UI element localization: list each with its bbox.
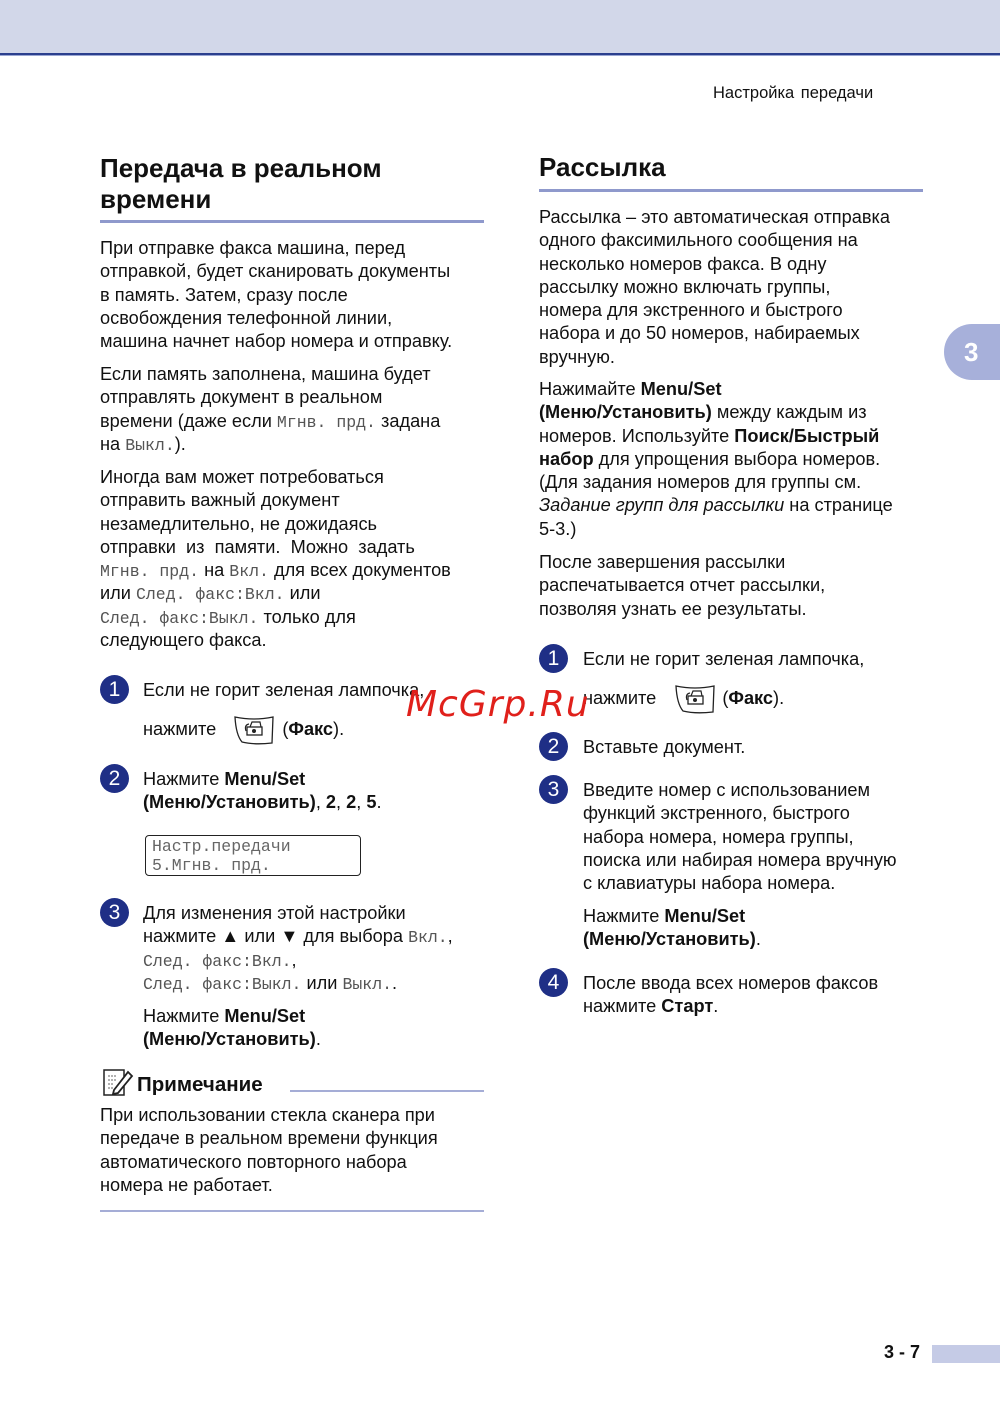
- text-line: [583, 995, 878, 1018]
- paragraph: [100, 237, 452, 353]
- text-line: [100, 1151, 438, 1174]
- text-segment: Введите номер с использованием: [583, 780, 871, 800]
- text-segment: Если не горит зеленая лампочка,: [583, 649, 865, 669]
- lcd-text: След. факс:Выкл.: [100, 608, 259, 628]
- step-text: [583, 648, 864, 671]
- chapter-tab[interactable]: 3: [944, 324, 1000, 380]
- bold-text: Menu/Set: [640, 379, 722, 399]
- text-segment: позволяя узнать ее результаты.: [539, 598, 807, 619]
- step-text: [143, 902, 453, 995]
- step-number: 3: [100, 898, 129, 927]
- note-text: [100, 1104, 438, 1197]
- text-segment: .: [713, 996, 719, 1017]
- text-line: [100, 1127, 438, 1150]
- text-segment: на странице: [784, 495, 893, 516]
- text-segment: .: [755, 929, 761, 950]
- note-title: Примечание: [137, 1073, 263, 1096]
- text-line: [539, 471, 893, 494]
- step-text: [143, 679, 424, 702]
- paragraph: [100, 363, 440, 456]
- paragraph: [100, 466, 451, 652]
- text-segment: После ввода всех номеров факсов: [583, 973, 879, 993]
- text-line: [100, 1104, 438, 1127]
- fax-key-icon[interactable]: [675, 684, 715, 714]
- text-segment: нажмите ▲ или ▼ для выбора: [143, 926, 409, 947]
- bold-text: набор: [539, 448, 594, 469]
- text-line: [539, 574, 825, 597]
- text-segment: Если не горит зеленая лампочка,: [143, 680, 425, 700]
- text-segment: .: [392, 972, 398, 993]
- text-segment: ,: [447, 926, 453, 947]
- text-line: [100, 386, 440, 409]
- bold-text: 5: [366, 792, 377, 813]
- text-line: [583, 905, 761, 928]
- text-segment: между каждым из: [711, 402, 867, 423]
- step-number: 3: [539, 775, 568, 804]
- left-title-line: времени: [100, 184, 212, 214]
- text-segment: для всех документов: [268, 560, 451, 581]
- bold-text: Menu/Set: [664, 906, 746, 926]
- text-segment: отправкой, будет сканировать документы: [100, 261, 451, 282]
- note-rule: [290, 1090, 484, 1092]
- text-line: [539, 448, 893, 471]
- bold-text: (Меню/Установить): [583, 929, 756, 950]
- text-segment: Для изменения этой настройки: [143, 903, 406, 923]
- bold-text: (Меню/Установить): [539, 402, 712, 423]
- text-line: [100, 330, 452, 353]
- step-subtext: [583, 905, 761, 952]
- left-title-line: Передача в реальном: [100, 153, 382, 183]
- text-segment: или: [100, 583, 136, 604]
- text-segment: рассылку можно включать группы,: [539, 276, 831, 297]
- step-press-line: нажмите (Факс).: [143, 719, 345, 739]
- text-segment: для упрощения выбора номеров.: [593, 448, 881, 469]
- text-line: [583, 849, 897, 872]
- text-segment: номера не работает.: [100, 1174, 273, 1195]
- text-line: [143, 1028, 321, 1051]
- text-line: [143, 925, 453, 948]
- text-line: [100, 582, 451, 605]
- watermark: McGrp.Ru: [406, 684, 590, 725]
- text-segment: номера для экстренного и быстрого: [539, 300, 843, 321]
- text-segment: набора и до 50 номеров, набираемых: [539, 323, 860, 344]
- text-segment: автоматического повторного набора: [100, 1151, 407, 1172]
- step-subtext: [143, 1005, 321, 1052]
- text-line: [583, 826, 897, 849]
- step-press-line: нажмите (Факс).: [583, 688, 785, 708]
- lcd-text: Мгнв. прд.: [276, 412, 376, 432]
- lcd-text: Вкл.: [229, 562, 269, 582]
- text-line: [100, 284, 452, 307]
- text-line: [583, 972, 878, 995]
- text-line: [583, 802, 897, 825]
- right-title: Рассылка: [539, 152, 666, 182]
- fax-label: Факс: [288, 719, 334, 739]
- text-line: [539, 346, 890, 369]
- step-number: 1: [100, 675, 129, 704]
- text-segment: При использовании стекла сканера при: [100, 1105, 435, 1125]
- text-line: [100, 237, 452, 260]
- text-segment: на: [100, 433, 126, 454]
- paragraph: [539, 206, 890, 369]
- text-segment: следующего факса.: [100, 630, 267, 651]
- bold-text: Menu: [224, 769, 272, 789]
- text-line: [100, 489, 451, 512]
- step-number: 1: [539, 644, 568, 673]
- lcd-display: [145, 835, 361, 876]
- page-number: 3 - 7: [884, 1342, 921, 1362]
- fax-label: Факс: [728, 688, 774, 708]
- text-line: [583, 736, 745, 759]
- text-line: [583, 928, 761, 951]
- text-line: [143, 768, 382, 791]
- text-line: [539, 494, 893, 517]
- text-segment: Рассылка – это автоматическая отправка: [539, 207, 891, 227]
- text-segment: ,: [291, 949, 297, 970]
- text-segment: задана: [375, 410, 441, 431]
- lcd-text: Выкл.: [342, 974, 392, 994]
- text-line: [143, 972, 453, 995]
- text-segment: несколько номеров факса. В одну: [539, 253, 827, 274]
- text-segment: поиска или набирая номера вручную: [583, 849, 897, 870]
- text-segment: Нажмите: [143, 1006, 225, 1026]
- text-line: [539, 299, 890, 322]
- fax-key-icon[interactable]: [234, 715, 274, 745]
- lcd-text: Мгнв. прд.: [100, 562, 200, 582]
- bold-text: (Меню/Установить): [143, 792, 316, 813]
- text-segment: Нажмите: [143, 769, 225, 789]
- text-line: [100, 363, 440, 386]
- bold-text: /: [271, 769, 277, 789]
- text-segment: машина начнет набор номера и отправку.: [100, 331, 453, 352]
- step-number: 2: [539, 732, 568, 761]
- title-underline: [539, 189, 923, 192]
- text-segment: Нажимайте: [539, 379, 641, 399]
- text-line: [539, 206, 890, 229]
- text-segment: номеров. Используйте: [539, 425, 735, 446]
- text-line: [143, 679, 424, 702]
- text-line: [100, 410, 440, 433]
- text-segment: Иногда вам может потребоваться: [100, 467, 384, 487]
- footer-bar: [932, 1345, 1000, 1363]
- text-segment: отправить важный документ: [100, 490, 340, 511]
- text-segment: освобождения телефонной линии,: [100, 307, 393, 328]
- text-line: [100, 606, 451, 629]
- text-segment: набора номера, номера группы,: [583, 826, 854, 847]
- text-line: [539, 378, 893, 401]
- text-segment: или: [284, 583, 321, 604]
- text-segment: ,: [336, 792, 347, 813]
- bold-text: 2: [346, 792, 357, 813]
- bold-text: (Меню/Установить): [143, 1029, 316, 1050]
- text-line: [539, 551, 825, 574]
- header-band: [0, 0, 1000, 53]
- text-segment: После завершения рассылки: [539, 552, 786, 572]
- text-line: [143, 791, 382, 814]
- lcd-text: Выкл.: [125, 435, 175, 455]
- text-line: [100, 559, 451, 582]
- lcd-text: Вкл.: [408, 928, 448, 948]
- text-line: [100, 1174, 438, 1197]
- text-line: [539, 322, 890, 345]
- text-line: [539, 401, 893, 424]
- text-line: [143, 902, 453, 925]
- text-segment: времени (даже если: [100, 410, 277, 431]
- text-segment: При отправке факса машина, перед: [100, 238, 406, 258]
- step-text: [583, 779, 897, 895]
- text-segment: нажмите: [583, 996, 662, 1017]
- note-pencil-icon: [102, 1066, 134, 1098]
- text-line: [539, 425, 893, 448]
- text-segment: ,: [356, 792, 367, 813]
- bold-text: Старт: [661, 996, 714, 1017]
- text-segment: на: [199, 560, 230, 581]
- text-line: [583, 872, 897, 895]
- text-segment: Нажмите: [583, 906, 665, 926]
- text-segment: незамедлительно, не дожидаясь: [100, 513, 378, 534]
- text-line: [539, 518, 893, 541]
- header-rule-light: [0, 55, 1000, 56]
- lcd-line: Настр.передачи: [152, 837, 291, 856]
- text-line: [539, 253, 890, 276]
- step-text: [583, 736, 745, 759]
- text-segment: вручную.: [539, 346, 615, 367]
- italic-text: Задание групп для рассылки: [539, 495, 785, 516]
- lcd-text: След. факс:Вкл.: [135, 585, 285, 605]
- text-line: [143, 1005, 321, 1028]
- text-segment: или: [301, 972, 343, 993]
- step-number: 2: [100, 764, 129, 793]
- text-line: [539, 276, 890, 299]
- text-line: [100, 629, 451, 652]
- text-line: [100, 536, 451, 559]
- bold-text: 2: [325, 792, 337, 813]
- text-segment: отправлять документ в реальном: [100, 387, 383, 408]
- bold-text: Поиск/Быстрый: [734, 425, 880, 446]
- text-segment: распечатывается отчет рассылки,: [539, 575, 826, 596]
- lcd-line: 5.Мгнв. прд.: [152, 856, 271, 875]
- text-segment: одного факсимильного сообщения на: [539, 230, 858, 251]
- text-segment: только для: [258, 606, 356, 627]
- step-number: 4: [539, 968, 568, 997]
- text-segment: .: [376, 792, 382, 813]
- step-text: [143, 768, 382, 815]
- text-segment: Вставьте документ.: [583, 737, 746, 757]
- text-line: [100, 307, 452, 330]
- text-segment: с клавиатуры набора номера.: [583, 873, 836, 894]
- text-segment: отправки из памяти. Можно задать: [100, 536, 415, 557]
- text-line: [143, 949, 453, 972]
- note-bottom-rule: [100, 1210, 484, 1212]
- text-segment: в память. Затем, сразу после: [100, 284, 348, 305]
- left-title: [100, 153, 382, 215]
- text-segment: (Для задания номеров для группы см.: [539, 472, 862, 493]
- text-segment: Если память заполнена, машина будет: [100, 364, 431, 384]
- text-line: [100, 513, 451, 536]
- text-line: [539, 229, 890, 252]
- paragraph: [539, 551, 825, 621]
- section-header: Настройка передачи: [713, 84, 874, 102]
- lcd-text: След. факс:Вкл.: [143, 951, 292, 971]
- text-segment: ,: [315, 792, 326, 813]
- step-text: [583, 972, 878, 1019]
- bold-text: Set: [276, 769, 306, 789]
- text-segment: 5-3.): [539, 518, 577, 539]
- text-line: [583, 779, 897, 802]
- text-line: [100, 260, 452, 283]
- text-line: [100, 433, 440, 456]
- title-underline: [100, 220, 484, 223]
- text-line: [100, 466, 451, 489]
- text-segment: передаче в реальном времени функция: [100, 1128, 438, 1149]
- press-text: нажмите: [143, 719, 217, 739]
- text-segment: функций экстренного, быстрого: [583, 803, 850, 824]
- press-text: нажмите: [583, 688, 657, 708]
- paragraph: [539, 378, 893, 541]
- lcd-text: След. факс:Выкл.: [143, 974, 302, 994]
- text-segment: ).: [174, 433, 186, 454]
- text-line: [539, 598, 825, 621]
- bold-text: Menu/Set: [224, 1006, 306, 1026]
- text-line: [583, 648, 864, 671]
- text-segment: .: [315, 1029, 321, 1050]
